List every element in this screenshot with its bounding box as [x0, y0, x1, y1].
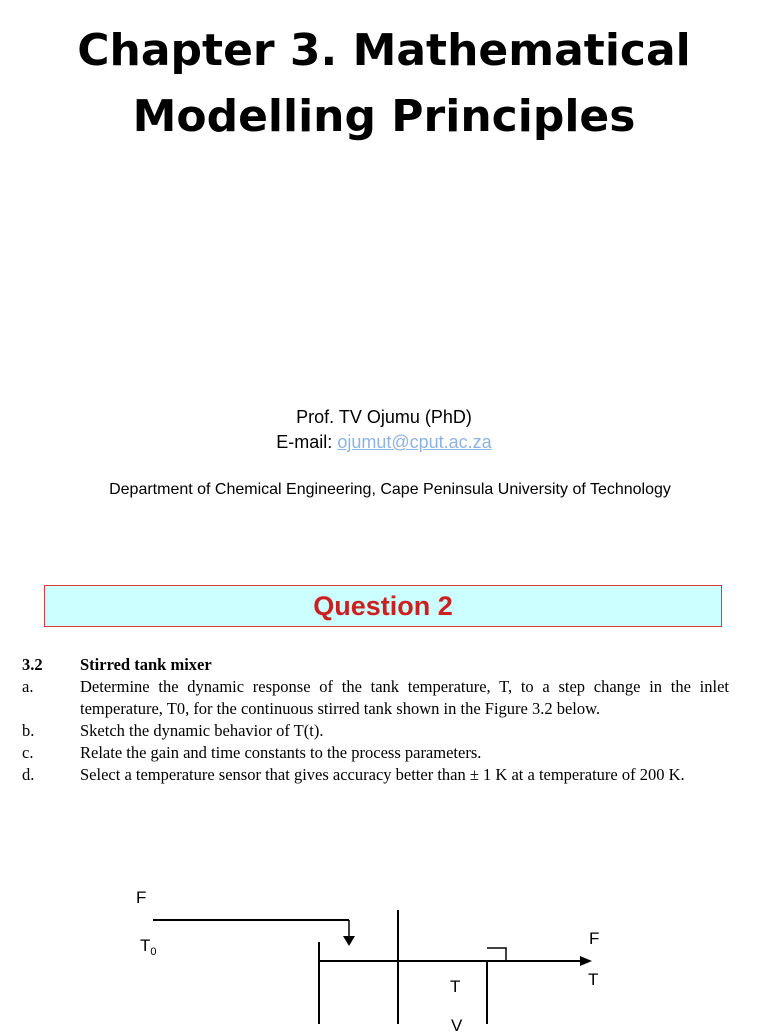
outlet-arrowhead — [580, 956, 592, 966]
tank-volume-label: V — [451, 1016, 463, 1035]
list-item — [22, 742, 729, 764]
tank-temp-label: T — [450, 977, 461, 996]
item-text: Sketch the dynamic behavior of T(t). — [80, 721, 324, 740]
problem-header — [22, 654, 729, 676]
item-text: Determine the dynamic response of the tank temperature, T, to a step change in the inlet temperature, T0, for the continuous stirred tank shown in the Figure 3.2 below. — [80, 677, 729, 718]
author-name: Prof. TV Ojumu (PhD) — [296, 407, 472, 427]
email-label: E-mail: — [276, 432, 333, 452]
stirred-tank-diagram — [0, 870, 768, 1035]
item-label: d. — [22, 765, 35, 784]
department: Department of Chemical Engineering, Cape Peninsula University of Technology — [109, 481, 671, 498]
author-email-row — [0, 430, 768, 455]
author-block — [0, 405, 768, 455]
email-link[interactable]: ojumut@cput.ac.za — [337, 432, 492, 452]
chapter-title-line-2: Modelling Principles — [132, 91, 636, 142]
chapter-title-line-1: Chapter 3. Mathematical — [77, 25, 691, 76]
item-label: c. — [22, 743, 34, 762]
question-heading: Question 2 — [313, 590, 453, 621]
inlet-arrowhead — [343, 936, 355, 946]
item-text: Select a temperature sensor that gives accuracy better than ± 1 K at a temperature of 200 K. — [80, 765, 685, 784]
outlet-flow-label: F — [589, 929, 600, 948]
tank-sketch — [0, 870, 768, 1024]
outlet-weir — [487, 948, 506, 961]
list-item — [22, 676, 729, 720]
list-item — [22, 764, 729, 786]
item-text: Relate the gain and time constants to the process parameters. — [80, 743, 482, 762]
problem-number: 3.2 — [22, 655, 43, 674]
inlet-flow-label: F — [136, 888, 147, 907]
list-item — [22, 720, 729, 742]
outlet-temp-label: T — [588, 970, 599, 989]
chapter-title — [0, 18, 768, 150]
problem-statement — [22, 654, 729, 786]
item-label: a. — [22, 677, 34, 696]
item-label: b. — [22, 721, 35, 740]
question-banner — [44, 585, 722, 627]
inlet-temp-label: $T_0$ — [140, 936, 157, 958]
problem-heading: Stirred tank mixer — [80, 655, 212, 674]
